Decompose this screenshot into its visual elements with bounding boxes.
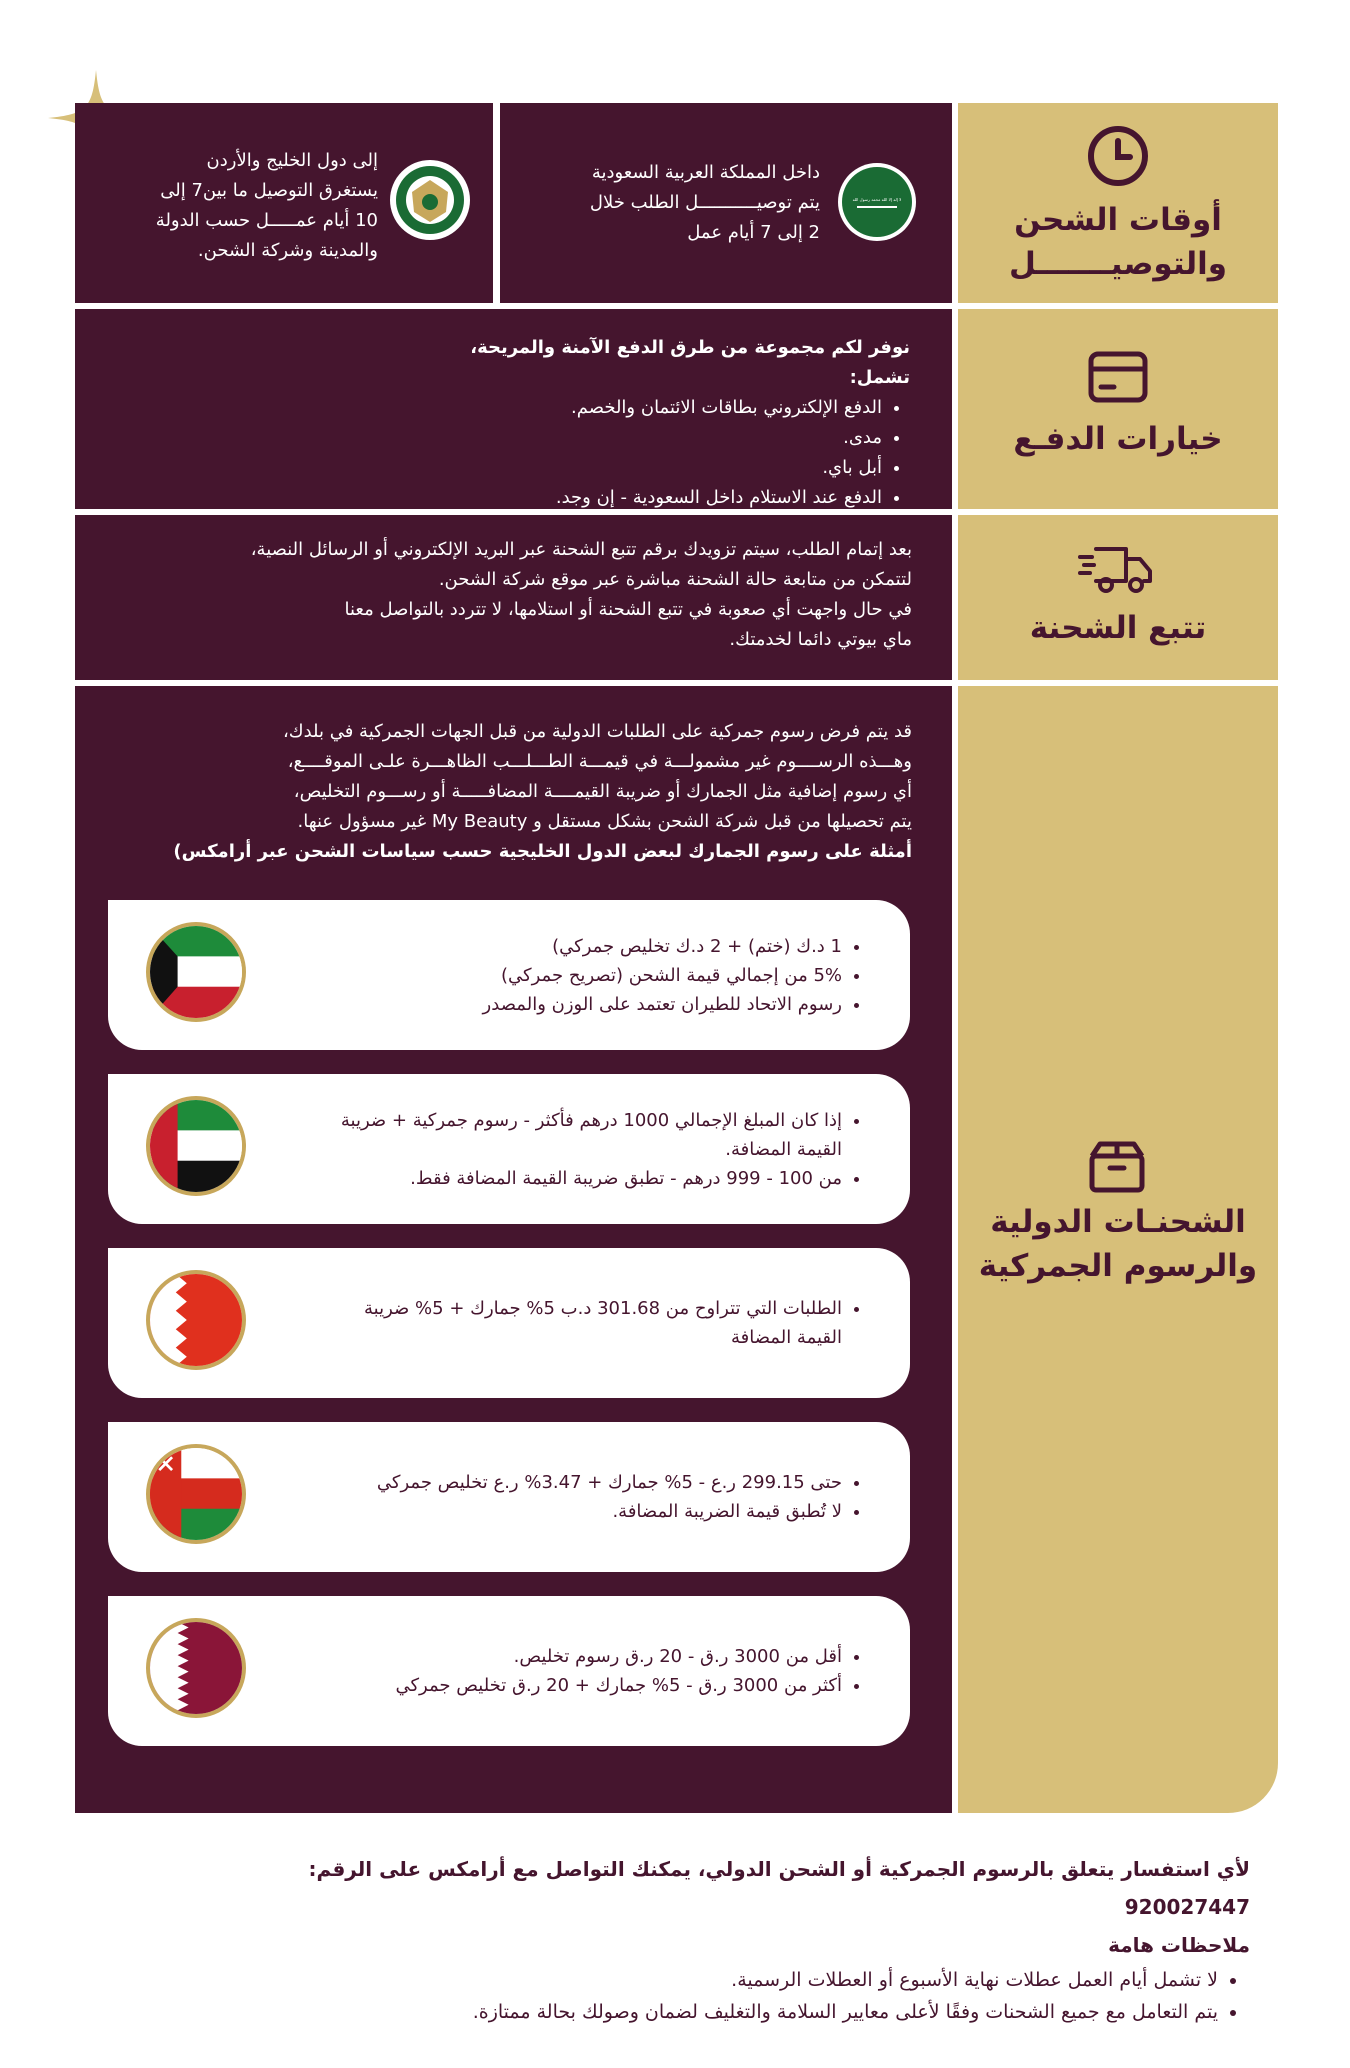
customs-item: • رسوم الاتحاد للطيران تعتمد على الوزن والمصدر xyxy=(322,990,842,1019)
note-item: • يتم التعامل مع جميع الشحنات وفقًا لأعلى معايير السلامة والتغليف لضمان وصولك بحالة ممتازة. xyxy=(250,1996,1218,2028)
saudi-delivery-text: داخل المملكة العربية السعودية يتم توصيـــــــــــل الطلب خلال 2 إلى 7 أيام عمل xyxy=(589,162,820,243)
tracking-label: تتبع الشحنة xyxy=(1029,610,1207,646)
payment-item: • أبل باي. xyxy=(440,453,882,483)
country-card-uae xyxy=(108,1074,910,1224)
customs-item: • 5% من إجمالي قيمة الشحن (تصريح جمركي) xyxy=(322,961,842,990)
kuwait-flag xyxy=(146,922,246,1022)
customs-label: الشحنـات الدولية والرسوم الجمركية xyxy=(978,1204,1258,1284)
gulf-delivery-text: إلى دول الخليج والأردن يستغرق التوصيل ما بين7 إلى 10 أيام عمـــــل حسب الدولة والمدينة وشركة الشحن. xyxy=(155,150,378,261)
qatar-flag xyxy=(146,1618,246,1718)
country-card-kuwait xyxy=(108,900,910,1050)
card-icon xyxy=(1088,351,1148,403)
note-item: • لا تشمل أيام العمل عطلات نهاية الأسبوع أو العطلات الرسمية. xyxy=(250,1964,1218,1996)
tracking-label-panel xyxy=(958,515,1278,680)
customs-item: • لا تُطبق قيمة الضريبة المضافة. xyxy=(322,1497,842,1526)
contact-line: لأي استفسار يتعلق بالرسوم الجمركية أو الشحن الدولي، يمكنك التواصل مع أرامكس على الرقم: 920027447 xyxy=(308,1857,1250,1919)
saudi-flag xyxy=(838,163,916,241)
clock-icon xyxy=(1085,123,1151,189)
payment-label: خيارات الدفـع xyxy=(1013,421,1223,457)
gcc-emblem xyxy=(390,160,470,240)
box-icon xyxy=(1088,1140,1146,1194)
payment-content xyxy=(440,333,910,513)
payment-item: • الدفع الإلكتروني بطاقات الائتمان والخصم. xyxy=(440,393,882,423)
payment-list xyxy=(440,393,910,513)
customs-item: • حتى 299.15 ر.ع - 5% جمارك + 3.47% ر.ع تخليص جمركي xyxy=(322,1468,842,1497)
notes-list xyxy=(250,1964,1250,2028)
payment-label-panel xyxy=(958,309,1278,509)
oman-flag xyxy=(146,1444,246,1544)
truck-icon xyxy=(1078,543,1156,595)
footer xyxy=(250,1850,1250,2028)
customs-item: • إذا كان المبلغ الإجمالي 1000 درهم فأكثر - رسوم جمركية + ضريبة القيمة المضافة. xyxy=(322,1106,842,1164)
payment-intro: نوفر لكم مجموعة من طرق الدفع الآمنة والمريحة، تشمل: xyxy=(470,337,910,388)
notes-title: ملاحظات هامة xyxy=(1108,1933,1250,1957)
payment-item: • مدى. xyxy=(440,423,882,453)
payment-item: • الدفع عند الاستلام داخل السعودية - إن وجد. xyxy=(440,483,882,513)
shipping-label: أوقات الشحن والتوصيـــــــل xyxy=(1008,202,1228,282)
saudi-flag-text: لا إله إلا الله محمد رسول الله xyxy=(852,196,902,202)
customs-item: • من 100 - 999 درهم - تطبق ضريبة القيمة المضافة فقط. xyxy=(322,1164,842,1193)
country-card-qatar xyxy=(108,1596,910,1746)
uae-flag xyxy=(146,1096,246,1196)
customs-item: • الطلبات التي تتراوح من 301.68 د.ب 5% جمارك + 5% ضريبة القيمة المضافة xyxy=(322,1294,842,1352)
country-card-oman xyxy=(108,1422,910,1572)
bahrain-flag xyxy=(146,1270,246,1370)
country-card-bahrain xyxy=(108,1248,910,1398)
customs-examples-title: أمثلة على رسوم الجمارك لبعض الدول الخليجية حسب سياسات الشحن عبر أرامكس) xyxy=(173,841,912,862)
customs-item: • أقل من 3000 ر.ق - 20 ر.ق رسوم تخليص. xyxy=(322,1642,842,1671)
tracking-text: بعد إتمام الطلب، سيتم تزويدك برقم تتبع الشحنة عبر البريد الإلكتروني أو الرسائل النصية، لتتمكن من متابعة حالة الشحنة مباشرة عبر موقع شركة الشحن. في حال واجهت أي صعوبة في تتبع الشحنة أو استلامها، لا تتردد بالتواصل معنا ماي بيوتي دائما لخدمتك. xyxy=(250,539,912,650)
customs-item: • أكثر من 3000 ر.ق - 5% جمارك + 20 ر.ق تخليص جمركي xyxy=(322,1671,842,1700)
customs-item: • 1 د.ك (ختم) + 2 د.ك تخليص جمركي) xyxy=(322,932,842,961)
customs-intro: قد يتم فرض رسوم جمركية على الطلبات الدولية من قبل الجهات الجمركية في بلدك، وهـــذه الرســــوم غير مشمولـــة في قيمـــة الطـــلـــب الظاهـــرة علـى الموقــــع، أي رسوم إضافية مثل الجمارك أو ضريبة القيمــــة المضافـــــة أو رســـوم التخليص، يتم تحصيلها من قبل شركة الشحن بشكل مستقل و My Beauty غير مسؤول عنها. أمثلة على رسوم الجمارك لبعض الدول الخليجية حسب سياسات الشحن عبر أرامكس) xyxy=(110,717,912,867)
